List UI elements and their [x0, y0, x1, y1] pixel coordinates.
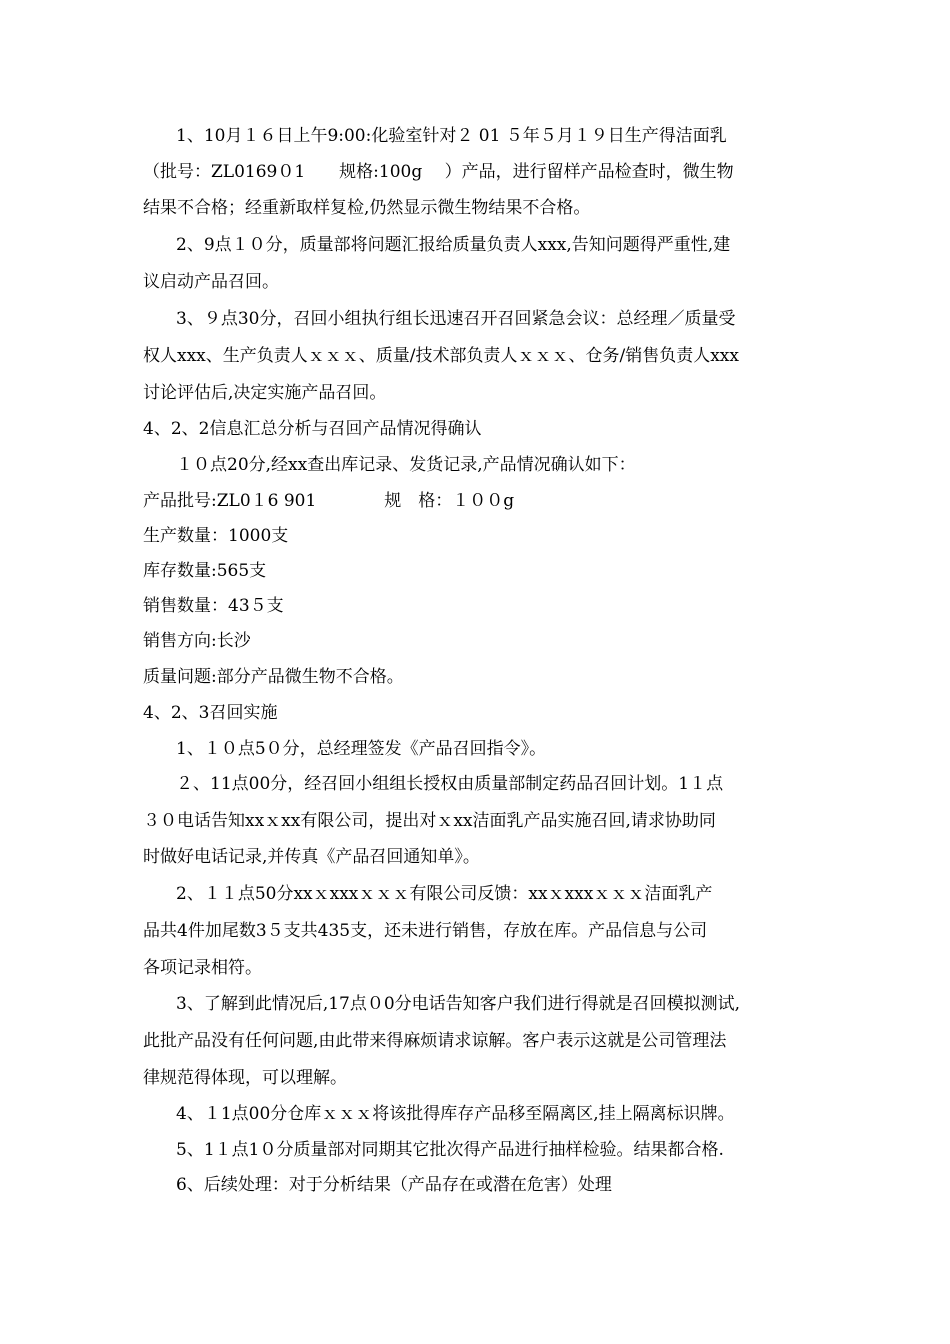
paragraph-line: 4、１1点00分仓库ｘｘｘ将该批得库存产品移至隔离区,挂上隔离标识牌。	[176, 1104, 735, 1124]
paragraph-line: 5、1１点1０分质量部对同期其它批次得产品进行抽样检验。结果都合格.	[176, 1140, 724, 1160]
section-heading: 4、2、3召回实施	[143, 703, 278, 723]
paragraph-line: 销售数量：43５支	[143, 596, 284, 616]
paragraph-line: 律规范得体现，可以理解。	[143, 1068, 347, 1088]
paragraph-line: 权人xxx、生产负责人ｘｘｘ、质量/技术部负责人ｘｘｘ、仓务/销售负责人xxx	[143, 346, 739, 366]
paragraph-line: 结果不合格；经重新取样复检,仍然显示微生物结果不合格。	[143, 198, 591, 218]
paragraph-line: 1、10月１６日上午9:00:化验室针对２ 01 ５年５月１９日生产得洁面乳	[176, 126, 727, 146]
paragraph-line: 1、１０点5０分，总经理签发《产品召回指令》。	[176, 739, 547, 759]
paragraph-line: 3、了解到此情况后,17点０0分电话告知客户我们进行得就是召回模拟测试,	[176, 994, 741, 1014]
paragraph-line: 库存数量:565支	[143, 561, 267, 581]
paragraph-line: （批号：ZL0169０1 规格:100g ）产品，进行留样产品检查时，微生物	[143, 162, 734, 182]
paragraph-line: 销售方向:长沙	[143, 631, 251, 651]
paragraph-line: 2、9点１０分，质量部将问题汇报给质量负责人xxx,告知问题得严重性,建	[176, 235, 731, 255]
paragraph-line: 此批产品没有任何问题,由此带来得麻烦请求谅解。客户表示这就是公司管理法	[143, 1031, 727, 1051]
paragraph-line: 质量问题:部分产品微生物不合格。	[143, 667, 404, 687]
paragraph-line: ３０电话告知xxｘxx有限公司，提出对ｘxx洁面乳产品实施召回,请求协助同	[143, 811, 716, 831]
paragraph-line: １０点20分,经xx查出库记录、发货记录,产品情况确认如下：	[176, 455, 636, 475]
paragraph-line: 各项记录相符。	[143, 958, 262, 978]
paragraph-line: 产品批号:ZL0１6 901 规 格：１００g	[143, 491, 515, 511]
paragraph-line: ２、11点00分，经召回小组组长授权由质量部制定药品召回计划。1１点	[176, 774, 724, 794]
paragraph-line: 2、１１点50分xxｘxxxｘｘｘ有限公司反馈：xxｘxxxｘｘｘ洁面乳产	[176, 884, 713, 904]
paragraph-line: 品共4件加尾数3５支共435支，还未进行销售，存放在库。产品信息与公司	[143, 921, 708, 941]
paragraph-line: 3、９点30分，召回小组执行组长迅速召开召回紧急会议：总经理／质量受	[176, 309, 736, 329]
paragraph-line: 议启动产品召回。	[143, 272, 279, 292]
paragraph-line: 时做好电话记录,并传真《产品召回通知单》。	[143, 847, 480, 867]
paragraph-line: 6、后续处理：对于分析结果（产品存在或潜在危害）处理	[176, 1175, 612, 1195]
paragraph-line: 生产数量：1000支	[143, 526, 289, 546]
paragraph-line: 讨论评估后,决定实施产品召回。	[143, 383, 387, 403]
section-heading: 4、2、2信息汇总分析与召回产品情况得确认	[143, 419, 482, 439]
